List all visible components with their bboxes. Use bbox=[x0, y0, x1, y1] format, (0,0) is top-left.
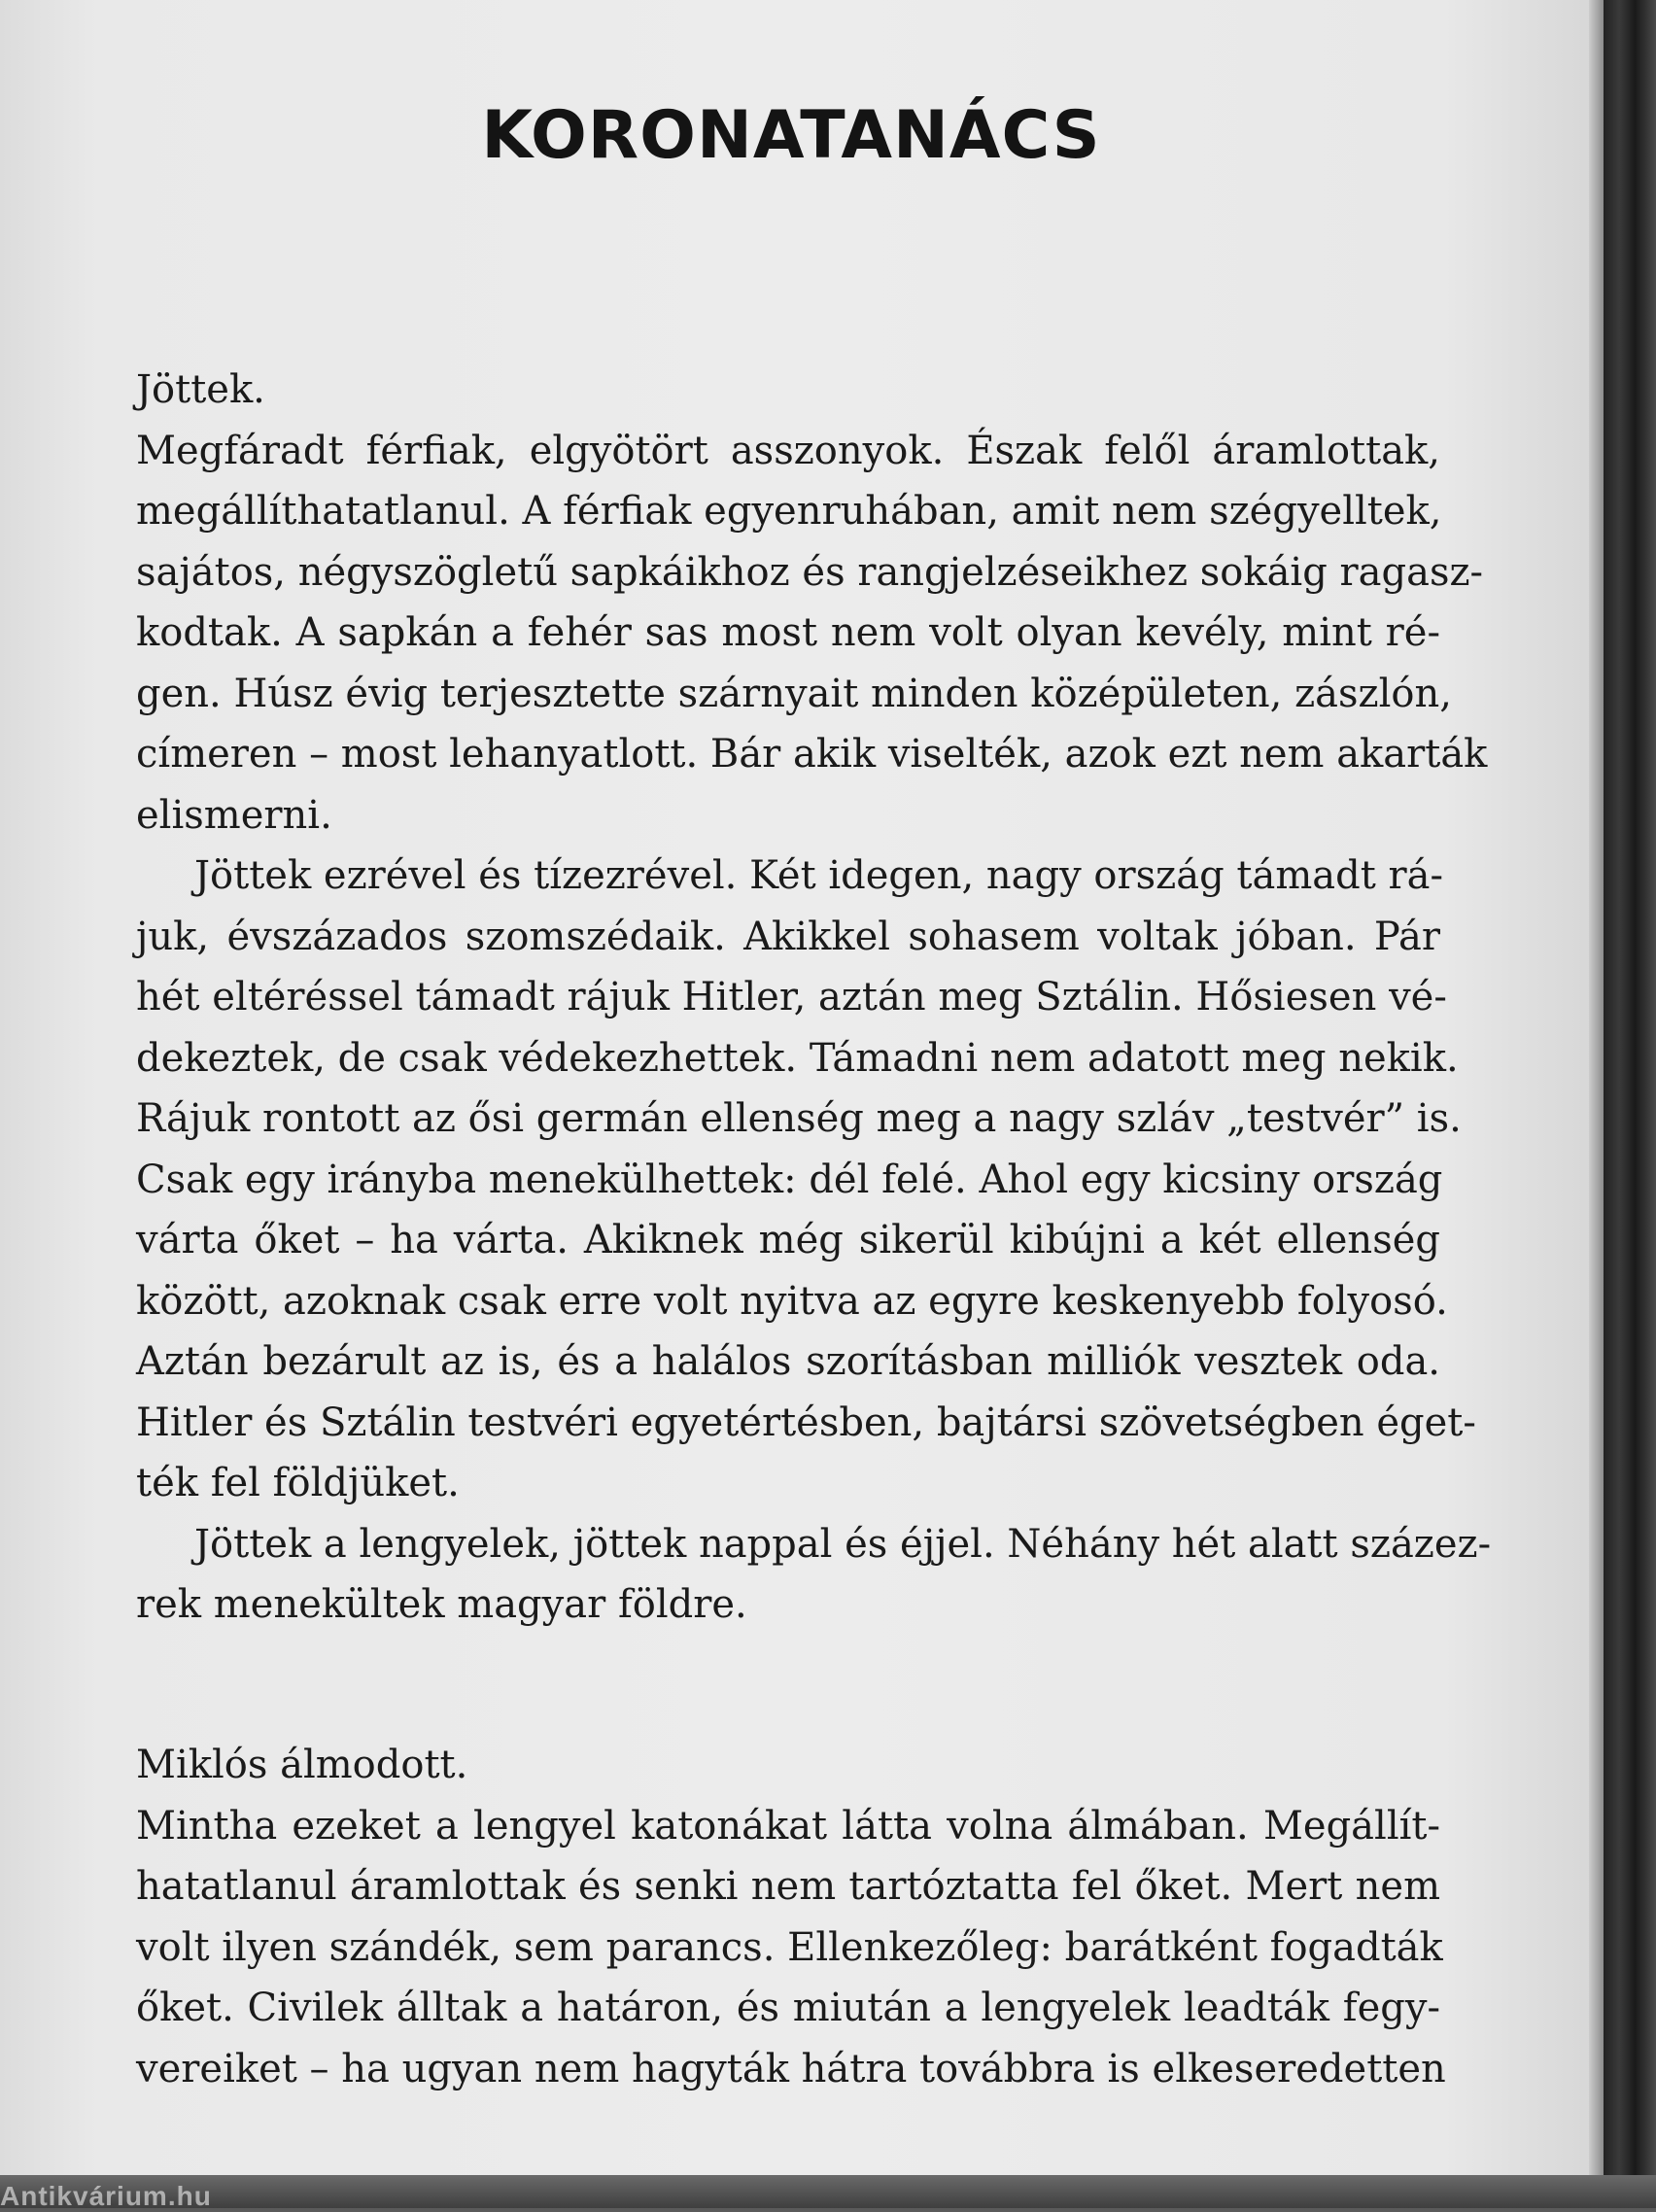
text-line: Jöttek. bbox=[136, 367, 265, 412]
text-line: juk, évszázados szomszédaik. Akikkel sohasem voltak jóban. Pár bbox=[136, 914, 1440, 959]
text-line: vereiket – ha ugyan nem hagyták hátra továbbra is elkeseredetten bbox=[136, 2046, 1446, 2091]
watermark-text: Antikvárium.hu bbox=[0, 2181, 212, 2211]
text-line: megállíthatatlanul. A férfiak egyenruhában, amit nem szégyelltek, bbox=[136, 489, 1442, 534]
text-line: Hitler és Sztálin testvéri egyetértésben, bajtársi szövetségben éget- bbox=[136, 1400, 1476, 1445]
page-gutter-shadow bbox=[1589, 0, 1604, 2208]
section-2-text bbox=[136, 1735, 1446, 2099]
chapter-title: KORONATANÁCS bbox=[481, 97, 1101, 174]
text-line: őket. Civilek álltak a határon, és miután a lengyelek leadták fegy- bbox=[136, 1986, 1440, 2030]
text-line: várta őket – ha várta. Akiknek még sikerül kibújni a két ellenség bbox=[136, 1218, 1440, 1262]
text-line: Jöttek ezrével és tízezrével. Két idegen, nagy ország támadt rá- bbox=[194, 853, 1443, 898]
book-cover-edge bbox=[1604, 0, 1656, 2208]
bottom-strip bbox=[0, 2175, 1656, 2208]
text-line: elismerni. bbox=[136, 792, 332, 838]
text-line: között, azoknak csak erre volt nyitva az egyre keskenyebb folyosó. bbox=[136, 1278, 1448, 1324]
text-line: Rájuk rontott az ősi germán ellenség meg a nagy szláv „testvér” is. bbox=[136, 1096, 1462, 1141]
text-line: Miklós álmodott. bbox=[136, 1743, 468, 1787]
text-line: Jöttek a lengyelek, jöttek nappal és éjjel. Néhány hét alatt százez- bbox=[194, 1521, 1492, 1567]
text-line: Csak egy irányba menekülhettek: dél felé. Ahol egy kicsiny ország bbox=[136, 1157, 1443, 1202]
section-1-text bbox=[136, 360, 1492, 1636]
text-line: ték fel földjüket. bbox=[136, 1461, 460, 1505]
text-line: volt ilyen szándék, sem parancs. Ellenkezőleg: barátként fogadták bbox=[136, 1924, 1443, 1970]
text-line: rek menekültek magyar földre. bbox=[136, 1582, 747, 1627]
text-line: gen. Húsz évig terjesztette szárnyait minden középületen, zászlón, bbox=[136, 671, 1452, 716]
text-line: dekeztek, de csak védekezhettek. Támadni nem adatott meg nekik. bbox=[136, 1035, 1459, 1081]
text-line: hét eltéréssel támadt rájuk Hitler, aztán meg Sztálin. Hősiesen vé- bbox=[136, 975, 1447, 1020]
text-line: Megfáradt férfiak, elgyötört asszonyok. Észak felől áramlottak, bbox=[136, 428, 1440, 473]
text-line: Aztán bezárult az is, és a halálos szorításban milliók vesztek oda. bbox=[136, 1339, 1440, 1384]
text-line: kodtak. A sapkán a fehér sas most nem volt olyan kevély, mint ré- bbox=[136, 610, 1440, 655]
text-line: címeren – most lehanyatlott. Bár akik viselték, azok ezt nem akarták bbox=[136, 732, 1488, 777]
text-line: hatatlanul áramlottak és senki nem tartóztatta fel őket. Mert nem bbox=[136, 1864, 1440, 1909]
text-line: Mintha ezeket a lengyel katonákat látta volna álmában. Megállít- bbox=[136, 1803, 1440, 1849]
text-line: sajátos, négyszögletű sapkáikhoz és rangjelzéseikhez sokáig ragasz- bbox=[136, 549, 1484, 595]
